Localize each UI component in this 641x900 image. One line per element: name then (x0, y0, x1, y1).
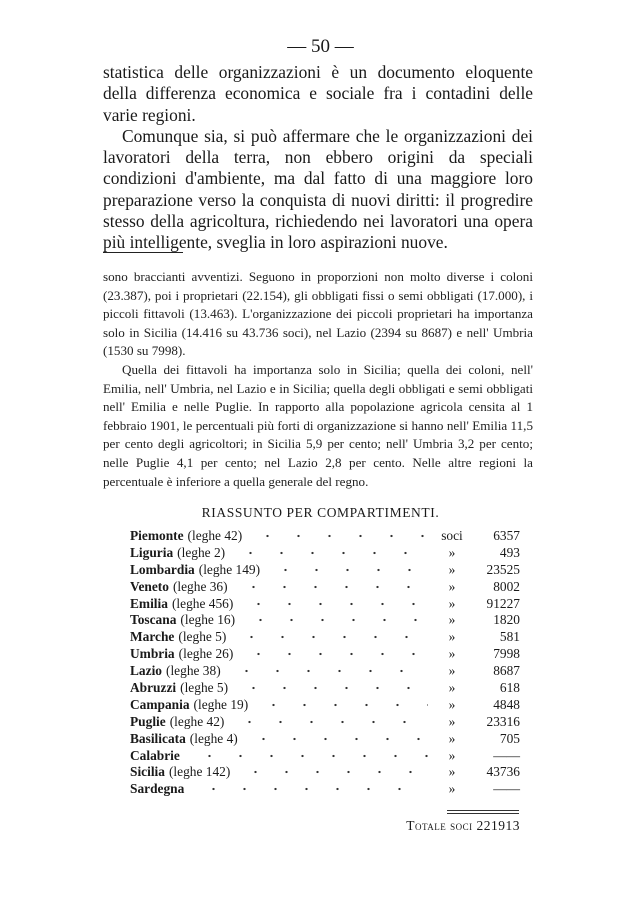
dot-leader (230, 716, 428, 726)
dot-leader (227, 665, 428, 675)
leghe-count: (leghe 5) (180, 680, 229, 696)
leghe-count: (leghe 142) (168, 764, 231, 780)
region-name: Basilicata (130, 730, 186, 746)
unit-label: » (448, 713, 456, 729)
region-name: Puglie (130, 713, 166, 729)
footnote-divider (103, 252, 183, 253)
unit-label: » (448, 680, 456, 696)
page-number: — 50 — (287, 36, 354, 57)
total-value: 221913 (476, 818, 520, 833)
soci-value: —— (493, 747, 520, 763)
table-row (130, 697, 520, 714)
leghe-count: (leghe 19) (193, 696, 249, 712)
dot-leader (232, 631, 428, 641)
unit-label: » (448, 764, 456, 780)
dot-leader (248, 530, 428, 540)
leghe-count: (leghe 42) (169, 713, 225, 729)
unit-label: » (448, 730, 456, 746)
dot-leader (190, 750, 428, 760)
unit-label: » (448, 561, 456, 577)
table-row (130, 663, 520, 680)
table-row (130, 680, 520, 697)
region-name: Emilia (130, 595, 168, 611)
table-row (130, 714, 520, 731)
footnote-paragraph: Quella dei fittavoli ha importanza solo in Sicilia; quella dei coloni, nell' Emilia, nell' Umbria, nel Lazio e in Sicilia; quella degli obbligati e semi obbligati nell' Emilia e nelle Puglie. In rapporto alla popolazione agricola censita al 1 febbraio 1901, le percentuali più forti di organizzazione si hanno nell' Emilia 11,5 per cento degli agricoltori; in Sicilia 5,9 per cento; nell' Umbria 3,2 per cento; nelle Puglie 4,1 per cento; nel Lazio 2,8 per cento. Nelle altre regioni la percentuale è inferiore a quella generale del regno. (103, 361, 533, 489)
unit-label: » (448, 629, 456, 645)
total-line (380, 818, 520, 834)
main-text (103, 62, 533, 254)
soci-value: 91227 (486, 595, 520, 611)
unit-label: » (448, 696, 456, 712)
table-row (130, 612, 520, 629)
region-name: Abruzzi (130, 680, 177, 696)
main-paragraph: statistica delle organizzazioni è un documento eloquente della differenza economica e sociale fra i contadini delle varie regioni. (103, 62, 533, 125)
table-row (130, 596, 520, 613)
table-row (130, 579, 520, 596)
dot-leader (231, 547, 428, 557)
leghe-count: (leghe 36) (172, 578, 228, 594)
dot-leader (234, 581, 428, 591)
leghe-count: (leghe 456) (171, 595, 234, 611)
summary-title: RIASSUNTO PER COMPARTIMENTI. (201, 505, 440, 520)
dot-leader (254, 699, 428, 709)
region-name: Marche (130, 629, 175, 645)
region-name: Sicilia (130, 764, 165, 780)
region-name: Campania (130, 696, 190, 712)
region-name: Liguria (130, 544, 174, 560)
leghe-count: (leghe 149) (198, 561, 261, 577)
unit-label: » (448, 646, 456, 662)
table-row (130, 629, 520, 646)
soci-value: 1820 (493, 612, 520, 628)
region-name: Sardegna (130, 781, 185, 797)
soci-value: 618 (499, 680, 520, 696)
unit-label: » (448, 612, 456, 628)
table-row (130, 764, 520, 781)
region-name: Calabrie (130, 747, 180, 763)
table-row (130, 646, 520, 663)
total-label: Totale soci (406, 818, 473, 833)
unit-label: » (448, 663, 456, 679)
soci-value: 705 (499, 730, 520, 746)
soci-value: 581 (499, 629, 520, 645)
table-row (130, 781, 520, 798)
leghe-count: (leghe 26) (178, 646, 234, 662)
region-name: Lazio (130, 663, 162, 679)
dot-leader (241, 614, 428, 624)
region-name: Piemonte (130, 528, 184, 543)
unit-label: » (448, 544, 456, 560)
leghe-count: (leghe 2) (177, 544, 226, 560)
table-row (130, 748, 520, 765)
soci-value: 6357 (493, 528, 520, 543)
region-name: Lombardia (130, 561, 195, 577)
dot-leader (239, 598, 428, 608)
total-double-rule (447, 810, 519, 814)
leghe-count: (leghe 42) (187, 528, 243, 543)
footnote-paragraph: sono braccianti avventizi. Seguono in proporzioni non molto diverse i coloni (23.387), poi i proprietari (22.154), gli obbligati fissi o semi obbligati (17.000), i piccoli fittavoli (13.463). L'organizzazione dei piccoli proprietari ha importanza solo in Sicilia (14.416 su 43.736 soci), nel Lazio (2394 su 8687) e nell' Umbria (1530 su 7998). (103, 269, 533, 359)
dot-leader (244, 733, 428, 743)
dot-leader (194, 783, 428, 793)
soci-value: 4848 (493, 696, 520, 712)
soci-value: 23316 (486, 713, 520, 729)
soci-value: 8002 (493, 578, 520, 594)
region-name: Veneto (130, 578, 169, 594)
region-name: Toscana (130, 612, 177, 628)
footnote (103, 268, 533, 491)
table-row (130, 528, 520, 545)
table-row (130, 731, 520, 748)
dot-leader (234, 682, 428, 692)
leghe-count: (leghe 4) (189, 730, 238, 746)
soci-value: 23525 (486, 561, 520, 577)
unit-label: » (448, 781, 456, 797)
soci-value: 7998 (493, 646, 520, 662)
dot-leader (236, 766, 428, 776)
unit-label: soci (441, 528, 463, 543)
soci-value: 8687 (493, 663, 520, 679)
main-paragraph: Comunque sia, si può affermare che le organizzazioni dei lavoratori della terra, non ebbero origini da speciali condizioni d'ambiente, ma dal fatto di una maggiore loro preparazione verso la conquista di nuovi diritti: il progredire stesso della agricoltura, richiedendo nei lavoratori una opera più intelligente, sveglia in loro aspirazioni nuove. (103, 125, 533, 253)
unit-label: » (448, 595, 456, 611)
dot-leader (239, 648, 428, 658)
unit-label: » (448, 747, 456, 763)
dot-leader (266, 564, 428, 574)
leghe-count: (leghe 5) (178, 629, 227, 645)
leghe-count: (leghe 38) (166, 663, 221, 679)
leghe-count: (leghe 16) (180, 612, 236, 628)
soci-value: 493 (499, 544, 520, 560)
unit-label: » (448, 578, 456, 594)
table-row (130, 545, 520, 562)
table-row (130, 562, 520, 579)
summary-table (130, 528, 520, 798)
soci-value: —— (493, 781, 520, 797)
soci-value: 43736 (486, 764, 520, 780)
region-name: Umbria (130, 646, 175, 662)
